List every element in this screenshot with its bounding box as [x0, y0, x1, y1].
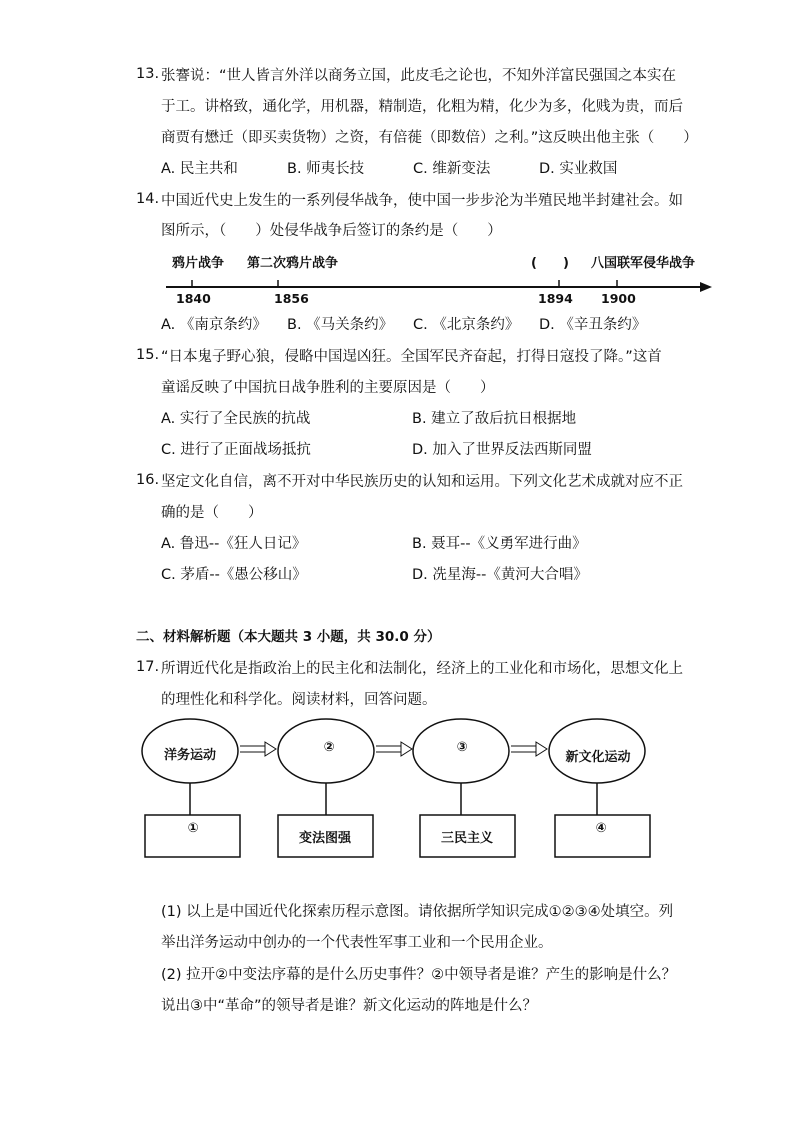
question-15-option-b: B. 建立了敌后抗日根据地 — [412, 411, 577, 427]
question-16-option-d: D. 冼星海--《黄河大合唱》 — [412, 567, 588, 583]
question-13-text-line-1: 张謇说：“世人皆言外洋以商务立国，此皮毛之论也，不知外洋富民强国之本实在 — [161, 68, 677, 84]
question-14-option-b: B. 《马关条约》 — [287, 317, 394, 333]
flow-box-text-4: ④ — [595, 821, 607, 836]
question-15-text-line-1: “日本鬼子野心狼，侵略中国逞凶狂。全国军民齐奋起，打得日寇投了降。”这首 — [161, 349, 662, 365]
flow-oval-text-2: ② — [323, 740, 335, 755]
question-16-option-b: B. 聂耳--《义勇军进行曲》 — [412, 536, 587, 552]
flow-box-text-3: 三民主义 — [440, 831, 494, 846]
timeline-label-opium-war: 鸦片战争 — [172, 256, 225, 271]
flow-box-text-1: ① — [187, 821, 199, 836]
question-13-option-c: C. 维新变法 — [413, 161, 491, 177]
question-15-number: 15. — [136, 347, 160, 363]
flow-arrow-2 — [376, 742, 412, 756]
timeline-year-1840: 1840 — [176, 291, 211, 306]
timeline-arrowhead — [700, 282, 712, 292]
timeline-year-1894: 1894 — [538, 291, 573, 306]
question-14-text-line-2: 图所示，（ ）处侵华战争后签订的条约是（ ） — [161, 223, 502, 239]
question-16-number: 16. — [136, 472, 160, 488]
question-17-sub-1-line-1: (1) 以上是中国近代化探索历程示意图。请依据所学知识完成①②③④处填空。列 — [161, 904, 674, 920]
question-16-text-line-1: 坚定文化自信，离不开对中华民族历史的认知和运用。下列文化艺术成就对应不正 — [161, 474, 683, 490]
question-15-option-d: D. 加入了世界反法西斯同盟 — [412, 442, 592, 458]
question-15-text-line-2: 童谣反映了中国抗日战争胜利的主要原因是（ ） — [161, 380, 495, 396]
question-17-sub-2-line-2: 说出③中“革命”的领导者是谁？新文化运动的阵地是什么？ — [161, 998, 538, 1014]
question-17-text-line-1: 所谓近代化是指政治上的民主化和法制化，经济上的工业化和市场化，思想文化上 — [161, 661, 683, 677]
question-16-option-a: A. 鲁迅--《狂人日记》 — [161, 536, 307, 552]
question-14-option-c: C. 《北京条约》 — [413, 317, 520, 333]
flow-arrow-3 — [511, 742, 547, 756]
question-13-number: 13. — [136, 66, 160, 82]
flow-box-text-2: 变法图强 — [298, 831, 352, 846]
flow-oval-text-1: 洋务运动 — [163, 748, 217, 763]
flow-oval-text-3: ③ — [456, 740, 468, 755]
timeline-diagram — [166, 255, 712, 306]
question-17-text-line-2: 的理性化和科学化。阅读材料，回答问题。 — [161, 692, 437, 708]
timeline-label-blank: ( ) — [531, 256, 569, 271]
timeline-label-second-opium-war: 第二次鸦片战争 — [247, 256, 339, 271]
question-13-text-line-3: 商贾有懋迁（即买卖货物）之资，有倍蓰（即数倍）之利。”这反映出他主张（ ） — [161, 130, 698, 146]
timeline-year-1900: 1900 — [601, 291, 636, 306]
question-13-option-d: D. 实业救国 — [539, 161, 618, 177]
flow-oval-text-4: 新文化运动 — [565, 750, 631, 765]
question-14-number: 14. — [136, 191, 160, 207]
modernization-flow-diagram — [142, 719, 650, 857]
timeline-label-eight-nation-war: 八国联军侵华战争 — [591, 256, 696, 271]
flow-arrow-1 — [240, 742, 276, 756]
question-13-option-a: A. 民主共和 — [161, 161, 238, 177]
question-13-text-line-2: 于工。讲格致，通化学，用机器，精制造，化粗为精，化少为多，化贱为贵，而后 — [161, 99, 683, 115]
question-16-option-c: C. 茅盾--《愚公移山》 — [161, 567, 307, 583]
question-17-number: 17. — [136, 659, 160, 675]
question-15-option-c: C. 进行了正面战场抵抗 — [161, 442, 311, 458]
question-17-sub-1-line-2: 举出洋务运动中创办的一个代表性军事工业和一个民用企业。 — [161, 935, 553, 951]
question-16-text-line-2: 确的是（ ） — [161, 505, 263, 521]
question-13-option-b: B. 师夷长技 — [287, 161, 365, 177]
question-14-option-a: A. 《南京条约》 — [161, 317, 267, 333]
question-15-option-a: A. 实行了全民族的抗战 — [161, 411, 311, 427]
question-14-text-line-1: 中国近代史上发生的一系列侵华战争，使中国一步步沦为半殖民地半封建社会。如 — [161, 193, 683, 209]
question-17-sub-2-line-1: (2) 拉开②中变法序幕的是什么历史事件？②中领导者是谁？产生的影响是什么？ — [161, 967, 677, 983]
section-2-title: 二、材料解析题（本大题共 3 小题，共 30.0 分） — [136, 629, 441, 645]
question-14-option-d: D. 《辛丑条约》 — [539, 317, 647, 333]
timeline-year-1856: 1856 — [274, 291, 309, 306]
